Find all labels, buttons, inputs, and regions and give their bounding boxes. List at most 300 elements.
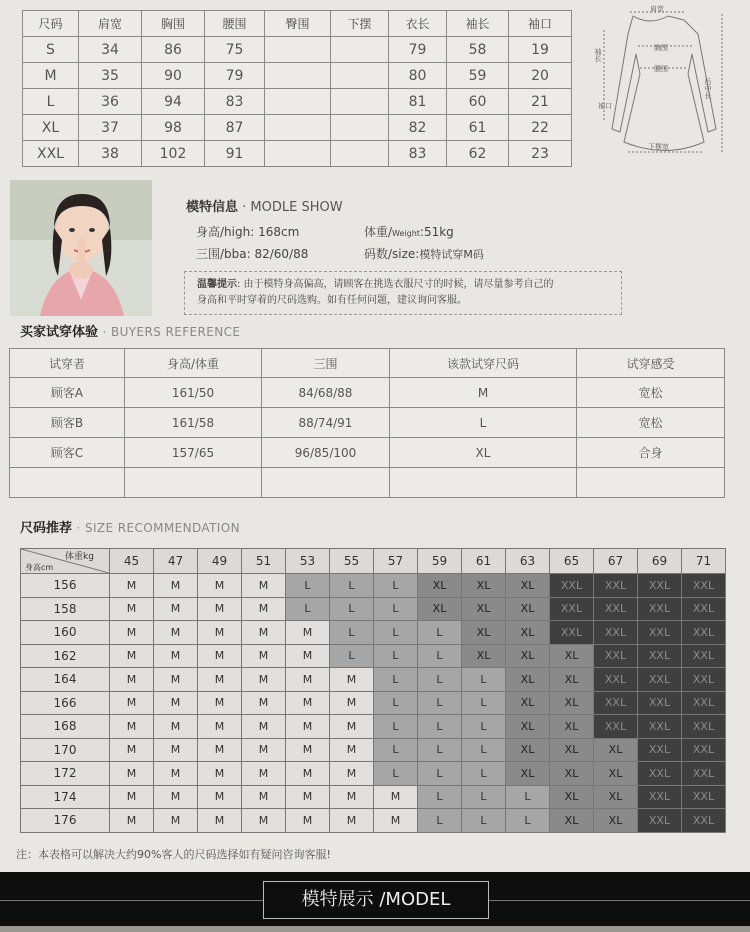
model-weight-value: :51kg	[419, 225, 454, 239]
recommendation-cell: XXL	[594, 668, 638, 692]
size-chart-cell: 60	[447, 89, 509, 115]
height-row-header: 174	[21, 785, 110, 809]
model-weight-label: 体重/	[364, 225, 393, 239]
recommendation-cell: M	[242, 738, 286, 762]
model-weight-small: Weight	[392, 229, 420, 238]
size-chart-cell	[265, 141, 331, 167]
recommendation-cell: XL	[550, 762, 594, 786]
recommendation-cell: XL	[506, 621, 550, 645]
model-info-title	[186, 196, 343, 215]
diagram-shoulder-label: 肩宽	[650, 5, 664, 13]
recommendation-cell: L	[374, 574, 418, 598]
buyers-cell: 84/68/88	[262, 378, 390, 408]
recommendation-cell: L	[330, 597, 374, 621]
buyers-cell: 96/85/100	[262, 438, 390, 468]
size-chart-cell: 79	[389, 37, 447, 63]
model-info-title-en: · MODLE SHOW	[242, 200, 343, 215]
recommendation-cell: XXL	[594, 597, 638, 621]
size-chart-cell: 81	[389, 89, 447, 115]
weight-header-cell: 71	[682, 549, 726, 574]
size-chart-header-7: 袖长	[447, 11, 509, 37]
size-chart-cell	[265, 89, 331, 115]
recommendation-cell: M	[110, 574, 154, 598]
diagram-chest-label: 胸围	[654, 44, 668, 52]
recommendation-cell: M	[110, 691, 154, 715]
buyers-cell: 顾客A	[10, 378, 125, 408]
model-banner-title: 模特展示 /MODEL	[263, 881, 489, 919]
recommendation-cell: M	[154, 621, 198, 645]
recommendation-cell: L	[330, 644, 374, 668]
size-chart-cell	[265, 63, 331, 89]
recommendation-cell: M	[330, 691, 374, 715]
recommendation-cell: M	[286, 621, 330, 645]
height-row-header: 172	[21, 762, 110, 786]
height-row-header: 166	[21, 691, 110, 715]
recommendation-cell: XXL	[594, 691, 638, 715]
recommendation-cell: XL	[550, 715, 594, 739]
height-row-header: 162	[21, 644, 110, 668]
recommendation-cell: XXL	[550, 597, 594, 621]
recommendation-weight-header	[21, 549, 726, 574]
size-chart-row	[23, 89, 572, 115]
recommendation-cell: M	[242, 715, 286, 739]
recommendation-cell: M	[330, 715, 374, 739]
recommendation-cell: M	[242, 644, 286, 668]
recommendation-cell: M	[154, 668, 198, 692]
recommendation-cell: L	[330, 621, 374, 645]
recommendation-cell: XXL	[682, 691, 726, 715]
recommendation-cell: XXL	[682, 668, 726, 692]
size-chart-cell: 83	[389, 141, 447, 167]
size-chart-cell: XL	[23, 115, 79, 141]
recommendation-cell: XL	[506, 691, 550, 715]
buyers-cell: 宽松	[577, 378, 725, 408]
buyers-reference-title	[20, 321, 240, 340]
recommendation-cell: XXL	[638, 738, 682, 762]
recommendation-cell: M	[198, 574, 242, 598]
recommendation-cell: M	[154, 738, 198, 762]
size-chart-row	[23, 141, 572, 167]
recommendation-cell: M	[374, 785, 418, 809]
buyers-cell	[577, 468, 725, 498]
size-chart-header-6: 衣长	[389, 11, 447, 37]
recommendation-cell: M	[154, 644, 198, 668]
weight-header-cell: 45	[110, 549, 154, 574]
corner-diagonal	[21, 549, 109, 573]
size-chart-cell: 94	[142, 89, 205, 115]
diagram-back-length-label: 后中长	[704, 78, 712, 99]
size-chart-cell: XXL	[23, 141, 79, 167]
recommendation-row	[21, 691, 726, 715]
size-chart-cell: 23	[509, 141, 572, 167]
height-row-header: 158	[21, 597, 110, 621]
recommendation-cell: XXL	[682, 621, 726, 645]
buyers-cell: 顾客C	[10, 438, 125, 468]
recommendation-cell: L	[418, 691, 462, 715]
recommendation-cell: L	[374, 715, 418, 739]
recommendation-cell: XXL	[638, 574, 682, 598]
recommendation-cell: M	[198, 809, 242, 833]
buyers-row	[10, 378, 725, 408]
size-chart-cell: 62	[447, 141, 509, 167]
size-chart-cell: 91	[205, 141, 265, 167]
recommendation-cell: XL	[418, 597, 462, 621]
model-size-label: 码数/size:	[364, 247, 420, 261]
recommendation-cell: XL	[418, 574, 462, 598]
recommendation-cell: XL	[506, 738, 550, 762]
size-chart-cell: M	[23, 63, 79, 89]
recommendation-row	[21, 644, 726, 668]
recommendation-cell: L	[462, 691, 506, 715]
buyers-row	[10, 468, 725, 498]
recommendation-cell: L	[418, 785, 462, 809]
weight-header-cell: 69	[638, 549, 682, 574]
recommendation-cell: M	[198, 715, 242, 739]
recommendation-cell: L	[462, 762, 506, 786]
size-chart-cell: 34	[79, 37, 142, 63]
recommendation-cell: M	[330, 668, 374, 692]
size-chart-header	[23, 11, 572, 37]
recommendation-cell: XXL	[638, 691, 682, 715]
diagram-hem-label: 下摆宽	[648, 143, 669, 151]
recommendation-cell: XXL	[682, 715, 726, 739]
size-chart-header-4: 臀围	[265, 11, 331, 37]
size-chart-cell: 35	[79, 63, 142, 89]
model-size-value: 模特试穿M码	[419, 248, 484, 261]
recommendation-cell: M	[198, 691, 242, 715]
recommendation-cell: XXL	[594, 621, 638, 645]
model-bust: 三围/bba: 82/60/88	[196, 247, 309, 261]
height-row-header: 170	[21, 738, 110, 762]
recommendation-cell: L	[418, 738, 462, 762]
recommendation-cell: XL	[506, 668, 550, 692]
size-chart-cell: L	[23, 89, 79, 115]
recommendation-cell: M	[154, 574, 198, 598]
recommendation-cell: L	[506, 785, 550, 809]
recommendation-cell: XXL	[682, 738, 726, 762]
buyers-cell: 161/58	[125, 408, 262, 438]
weight-header-cell: 47	[154, 549, 198, 574]
recommendation-cell: XXL	[638, 621, 682, 645]
size-chart-cell: 79	[205, 63, 265, 89]
buyers-header-4: 试穿感受	[577, 349, 725, 378]
buyers-cell: 157/65	[125, 438, 262, 468]
recommendation-cell: XL	[550, 644, 594, 668]
recommendation-cell: M	[198, 644, 242, 668]
recommendation-cell: M	[154, 597, 198, 621]
garment-measurement-diagram	[588, 4, 738, 164]
recommendation-cell: L	[462, 668, 506, 692]
recommendation-cell: L	[374, 762, 418, 786]
recommendation-cell: M	[286, 809, 330, 833]
recommendation-cell: XXL	[682, 785, 726, 809]
weight-header-cell: 63	[506, 549, 550, 574]
weight-header-cell: 61	[462, 549, 506, 574]
size-chart-cell: 83	[205, 89, 265, 115]
recommendation-cell: L	[374, 621, 418, 645]
recommendation-cell: L	[462, 715, 506, 739]
size-chart-row	[23, 63, 572, 89]
recommendation-cell: XL	[550, 809, 594, 833]
recommendation-row	[21, 715, 726, 739]
buyers-cell: L	[390, 408, 577, 438]
buyers-cell: 顾客B	[10, 408, 125, 438]
recommendation-cell: XXL	[638, 785, 682, 809]
height-row-header: 176	[21, 809, 110, 833]
recommendation-cell: M	[110, 715, 154, 739]
recommendation-cell: L	[374, 738, 418, 762]
recommendation-cell: M	[286, 762, 330, 786]
recommendation-cell: M	[110, 785, 154, 809]
recommendation-cell: XXL	[638, 644, 682, 668]
buyers-cell	[262, 468, 390, 498]
recommendation-cell: XL	[506, 597, 550, 621]
recommendation-cell: M	[154, 715, 198, 739]
corner-weight-label: 体重kg	[65, 552, 94, 562]
recommendation-cell: XL	[462, 644, 506, 668]
size-chart-cell	[331, 115, 389, 141]
buyers-header-0: 试穿者	[10, 349, 125, 378]
recommendation-cell: XL	[462, 597, 506, 621]
recommendation-cell: L	[418, 809, 462, 833]
recommendation-row	[21, 785, 726, 809]
recommendation-cell: M	[242, 621, 286, 645]
recommendation-cell: XXL	[594, 644, 638, 668]
recommendation-cell: L	[286, 574, 330, 598]
recommendation-note: 注：本表格可以解决大约90%客人的尺码选择如有疑问咨询客服!	[16, 848, 331, 861]
tip-box	[184, 271, 622, 315]
recommendation-cell: M	[242, 785, 286, 809]
buyers-title-cn: 买家试穿体验	[20, 325, 99, 340]
buyers-header-3: 该款试穿尺码	[390, 349, 577, 378]
buyers-cell: 合身	[577, 438, 725, 468]
size-chart-cell: 37	[79, 115, 142, 141]
recommendation-cell: XL	[506, 715, 550, 739]
recommendation-cell: XXL	[594, 574, 638, 598]
recommendation-row	[21, 574, 726, 598]
height-row-header: 160	[21, 621, 110, 645]
recommendation-cell: M	[110, 762, 154, 786]
buyers-row	[10, 408, 725, 438]
recommendation-cell: M	[154, 762, 198, 786]
recommendation-cell: XXL	[638, 715, 682, 739]
recommendation-cell: L	[418, 715, 462, 739]
recommendation-cell: L	[462, 785, 506, 809]
recommendation-cell: M	[198, 762, 242, 786]
recommendation-cell: M	[242, 691, 286, 715]
buyers-table-header	[10, 349, 725, 378]
weight-header-cell: 53	[286, 549, 330, 574]
recommendation-cell: XXL	[682, 809, 726, 833]
size-chart-cell: 86	[142, 37, 205, 63]
buyers-cell: XL	[390, 438, 577, 468]
recommendation-cell: M	[330, 809, 374, 833]
recommendation-cell: M	[286, 691, 330, 715]
diagram-cuff-label: 袖口	[598, 102, 612, 110]
size-chart-cell: 36	[79, 89, 142, 115]
size-chart-table	[22, 10, 572, 167]
buyers-cell	[390, 468, 577, 498]
weight-header-cell: 55	[330, 549, 374, 574]
recommendation-cell: L	[374, 644, 418, 668]
recommendation-cell: L	[374, 597, 418, 621]
recommendation-cell: M	[242, 809, 286, 833]
size-chart-cell: 90	[142, 63, 205, 89]
recommendation-cell: M	[110, 621, 154, 645]
recommendation-cell: XL	[550, 668, 594, 692]
size-chart-cell: 61	[447, 115, 509, 141]
recommendation-cell: M	[330, 738, 374, 762]
size-chart-row	[23, 37, 572, 63]
recommendation-cell: XXL	[550, 574, 594, 598]
tip-label: 温馨提示	[197, 279, 237, 290]
size-chart-header-5: 下摆	[331, 11, 389, 37]
recommendation-cell: M	[330, 785, 374, 809]
recommendation-cell: M	[198, 738, 242, 762]
recommendation-row	[21, 597, 726, 621]
height-row-header: 156	[21, 574, 110, 598]
size-chart-header-3: 腰围	[205, 11, 265, 37]
buyers-cell: M	[390, 378, 577, 408]
recommendation-cell: XL	[462, 574, 506, 598]
size-chart-cell: 75	[205, 37, 265, 63]
size-chart-header-8: 袖口	[509, 11, 572, 37]
size-chart-header-2: 胸围	[142, 11, 205, 37]
recommendation-cell: M	[198, 668, 242, 692]
model-info-title-cn: 模特信息	[186, 200, 239, 215]
recommendation-cell: L	[418, 762, 462, 786]
weight-header-cell: 65	[550, 549, 594, 574]
recommendation-cell: L	[330, 574, 374, 598]
recommendation-cell: L	[374, 691, 418, 715]
recommendation-cell: XXL	[638, 762, 682, 786]
size-recommendation-title	[20, 517, 240, 536]
recommendation-cell: XXL	[682, 574, 726, 598]
weight-header-cell: 57	[374, 549, 418, 574]
buyers-cell: 宽松	[577, 408, 725, 438]
recommendation-row	[21, 621, 726, 645]
size-chart-cell: 98	[142, 115, 205, 141]
recommendation-title-en: · SIZE RECOMMENDATION	[76, 521, 240, 535]
recommendation-row	[21, 809, 726, 833]
recommendation-cell: M	[110, 738, 154, 762]
recommendation-cell: M	[110, 809, 154, 833]
recommendation-cell: XL	[594, 762, 638, 786]
buyers-cell	[125, 468, 262, 498]
recommendation-cell: XL	[506, 574, 550, 598]
recommendation-cell: XL	[462, 621, 506, 645]
recommendation-cell: M	[242, 668, 286, 692]
size-chart-cell	[265, 115, 331, 141]
recommendation-cell: M	[374, 809, 418, 833]
buyers-cell: 161/50	[125, 378, 262, 408]
recommendation-cell: M	[154, 785, 198, 809]
recommendation-cell: XL	[506, 644, 550, 668]
recommendation-cell: L	[506, 809, 550, 833]
recommendation-cell: M	[242, 597, 286, 621]
recommendation-cell: M	[286, 785, 330, 809]
size-chart-cell: 80	[389, 63, 447, 89]
recommendation-cell: XXL	[638, 597, 682, 621]
buyers-cell: 88/74/91	[262, 408, 390, 438]
model-photo	[10, 180, 152, 316]
size-chart-header-0: 尺码	[23, 11, 79, 37]
size-chart-header-1: 肩宽	[79, 11, 142, 37]
recommendation-cell: XXL	[638, 668, 682, 692]
size-chart-cell	[331, 37, 389, 63]
recommendation-cell: M	[154, 691, 198, 715]
weight-header-cell: 59	[418, 549, 462, 574]
recommendation-corner-cell	[21, 549, 110, 574]
recommendation-cell: L	[418, 668, 462, 692]
recommendation-cell: XL	[506, 762, 550, 786]
recommendation-cell: M	[242, 762, 286, 786]
tip-line-1	[197, 277, 609, 293]
recommendation-cell: L	[418, 644, 462, 668]
size-chart-cell	[331, 63, 389, 89]
recommendation-cell: XXL	[638, 809, 682, 833]
size-chart-cell: 102	[142, 141, 205, 167]
weight-header-cell: 67	[594, 549, 638, 574]
recommendation-cell: M	[198, 597, 242, 621]
recommendation-cell: XL	[550, 785, 594, 809]
recommendation-cell: M	[154, 809, 198, 833]
recommendation-cell: XL	[594, 738, 638, 762]
model-size	[364, 245, 484, 262]
recommendation-cell: M	[330, 762, 374, 786]
size-chart-cell: 21	[509, 89, 572, 115]
height-row-header: 168	[21, 715, 110, 739]
size-chart-cell	[331, 89, 389, 115]
recommendation-row	[21, 738, 726, 762]
size-chart-cell: 22	[509, 115, 572, 141]
model-height: 身高/high: 168cm	[196, 225, 300, 239]
recommendation-row	[21, 762, 726, 786]
size-chart-cell	[265, 37, 331, 63]
recommendation-cell: XL	[594, 809, 638, 833]
diagram-waist-label: 腰围	[654, 65, 668, 73]
buyers-header-1: 身高/体重	[125, 349, 262, 378]
tip-text-1: : 由于模特身高偏高，请顾客在挑选衣服尺寸的时候，请尽量参考自己的	[237, 279, 554, 290]
recommendation-cell: M	[110, 597, 154, 621]
recommendation-cell: M	[286, 668, 330, 692]
recommendation-cell: L	[462, 738, 506, 762]
size-chart-cell: 19	[509, 37, 572, 63]
recommendation-cell: XXL	[682, 597, 726, 621]
size-chart-cell: 82	[389, 115, 447, 141]
recommendation-cell: L	[462, 809, 506, 833]
recommendation-cell: XL	[550, 738, 594, 762]
buyers-reference-table	[9, 348, 725, 498]
model-weight	[364, 223, 454, 240]
recommendation-cell: XL	[594, 785, 638, 809]
recommendation-row	[21, 668, 726, 692]
recommendation-cell: M	[198, 621, 242, 645]
height-row-header: 164	[21, 668, 110, 692]
recommendation-title-cn: 尺码推荐	[20, 521, 73, 536]
recommendation-cell: M	[110, 668, 154, 692]
size-recommendation-grid	[20, 548, 726, 833]
recommendation-cell: XL	[550, 691, 594, 715]
size-chart-cell: 87	[205, 115, 265, 141]
diagram-sleeve-label: 袖长	[594, 48, 602, 62]
recommendation-cell: XXL	[594, 715, 638, 739]
size-chart-cell	[331, 141, 389, 167]
recommendation-cell: M	[198, 785, 242, 809]
bottom-photo-strip	[0, 926, 750, 932]
recommendation-cell: M	[242, 574, 286, 598]
buyers-row	[10, 438, 725, 468]
